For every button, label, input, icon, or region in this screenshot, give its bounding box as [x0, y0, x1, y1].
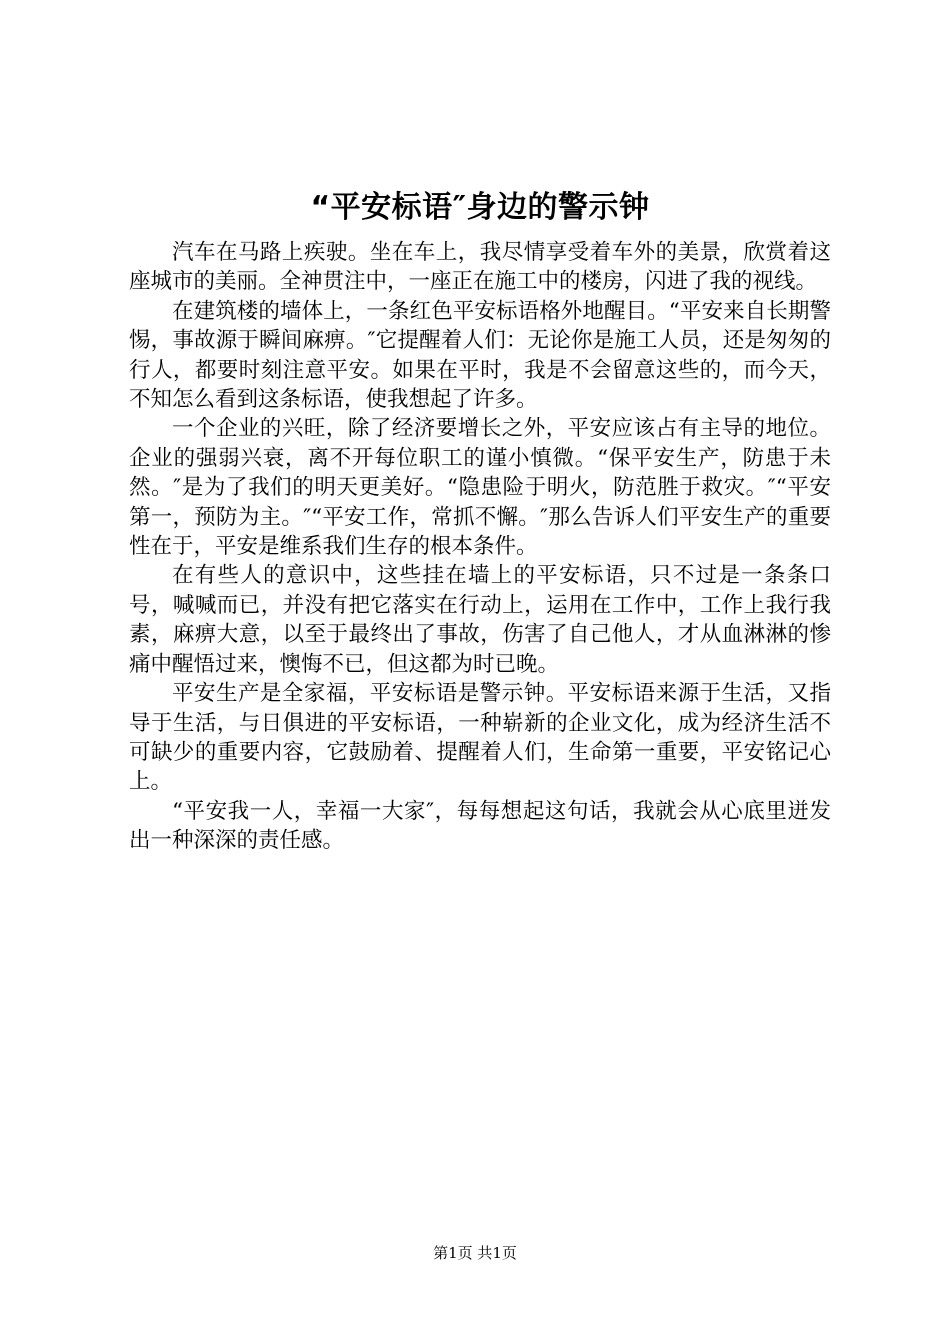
paragraph-3: 一个企业的兴旺，除了经济要增长之外，平安应该占有主导的地位。企业的强弱兴衰，离不开每位职工的谨小慎微。“保平安生产，防患于未然。″是为了我们的明天更美好。“隐患险于明火，防范胜于救灾。″“平安第一，预防为主。″“平安工作，常抓不懈。″那么告诉人们平安生产的重要性在于，平安是维系我们生存的根本条件。 [129, 416, 831, 560]
document-body [129, 238, 831, 856]
paragraph-4: 在有些人的意识中，这些挂在墙上的平安标语，只不过是一条条口号，喊喊而已，并没有把它落实在行动上，运用在工作中，工作上我行我素，麻痹大意，以至于最终出了事故，伤害了自己他人，才从血淋淋的惨痛中醒悟过来，懊悔不已，但这都为时已晚。 [129, 563, 831, 677]
paragraph-2: 在建筑楼的墙体上，一条红色平安标语格外地醒目。“平安来自长期警惕，事故源于瞬间麻痹。″它提醒着人们：无论你是施工人员，还是匆匆的行人，都要时刻注意平安。如果在平时，我是不会留意这些的，而今天，不知怎么看到这条标语，使我想起了许多。 [129, 298, 831, 413]
paragraph-5: 平安生产是全家福，平安标语是警示钟。平安标语来源于生活，又指导于生活，与日俱进的平安标语，一种崭新的企业文化，成为经济生活不可缺少的重要内容，它鼓励着、提醒着人们，生命第一重要，平安铭记心上。 [129, 681, 831, 795]
paragraph-6: “平安我一人，幸福一大家″，每每想起这句话，我就会从心底里迸发出一种深深的责任感。 [129, 798, 831, 854]
page-title: “平安标语″身边的警示钟 [310, 190, 650, 225]
paragraph-1: 汽车在马路上疾驶。坐在车上，我尽情享受着车外的美景，欣赏着这座城市的美丽。全神贯注中，一座正在施工中的楼房，闪进了我的视线。 [129, 240, 831, 295]
page-number-footer: 第1页 共1页 [433, 1244, 517, 1262]
